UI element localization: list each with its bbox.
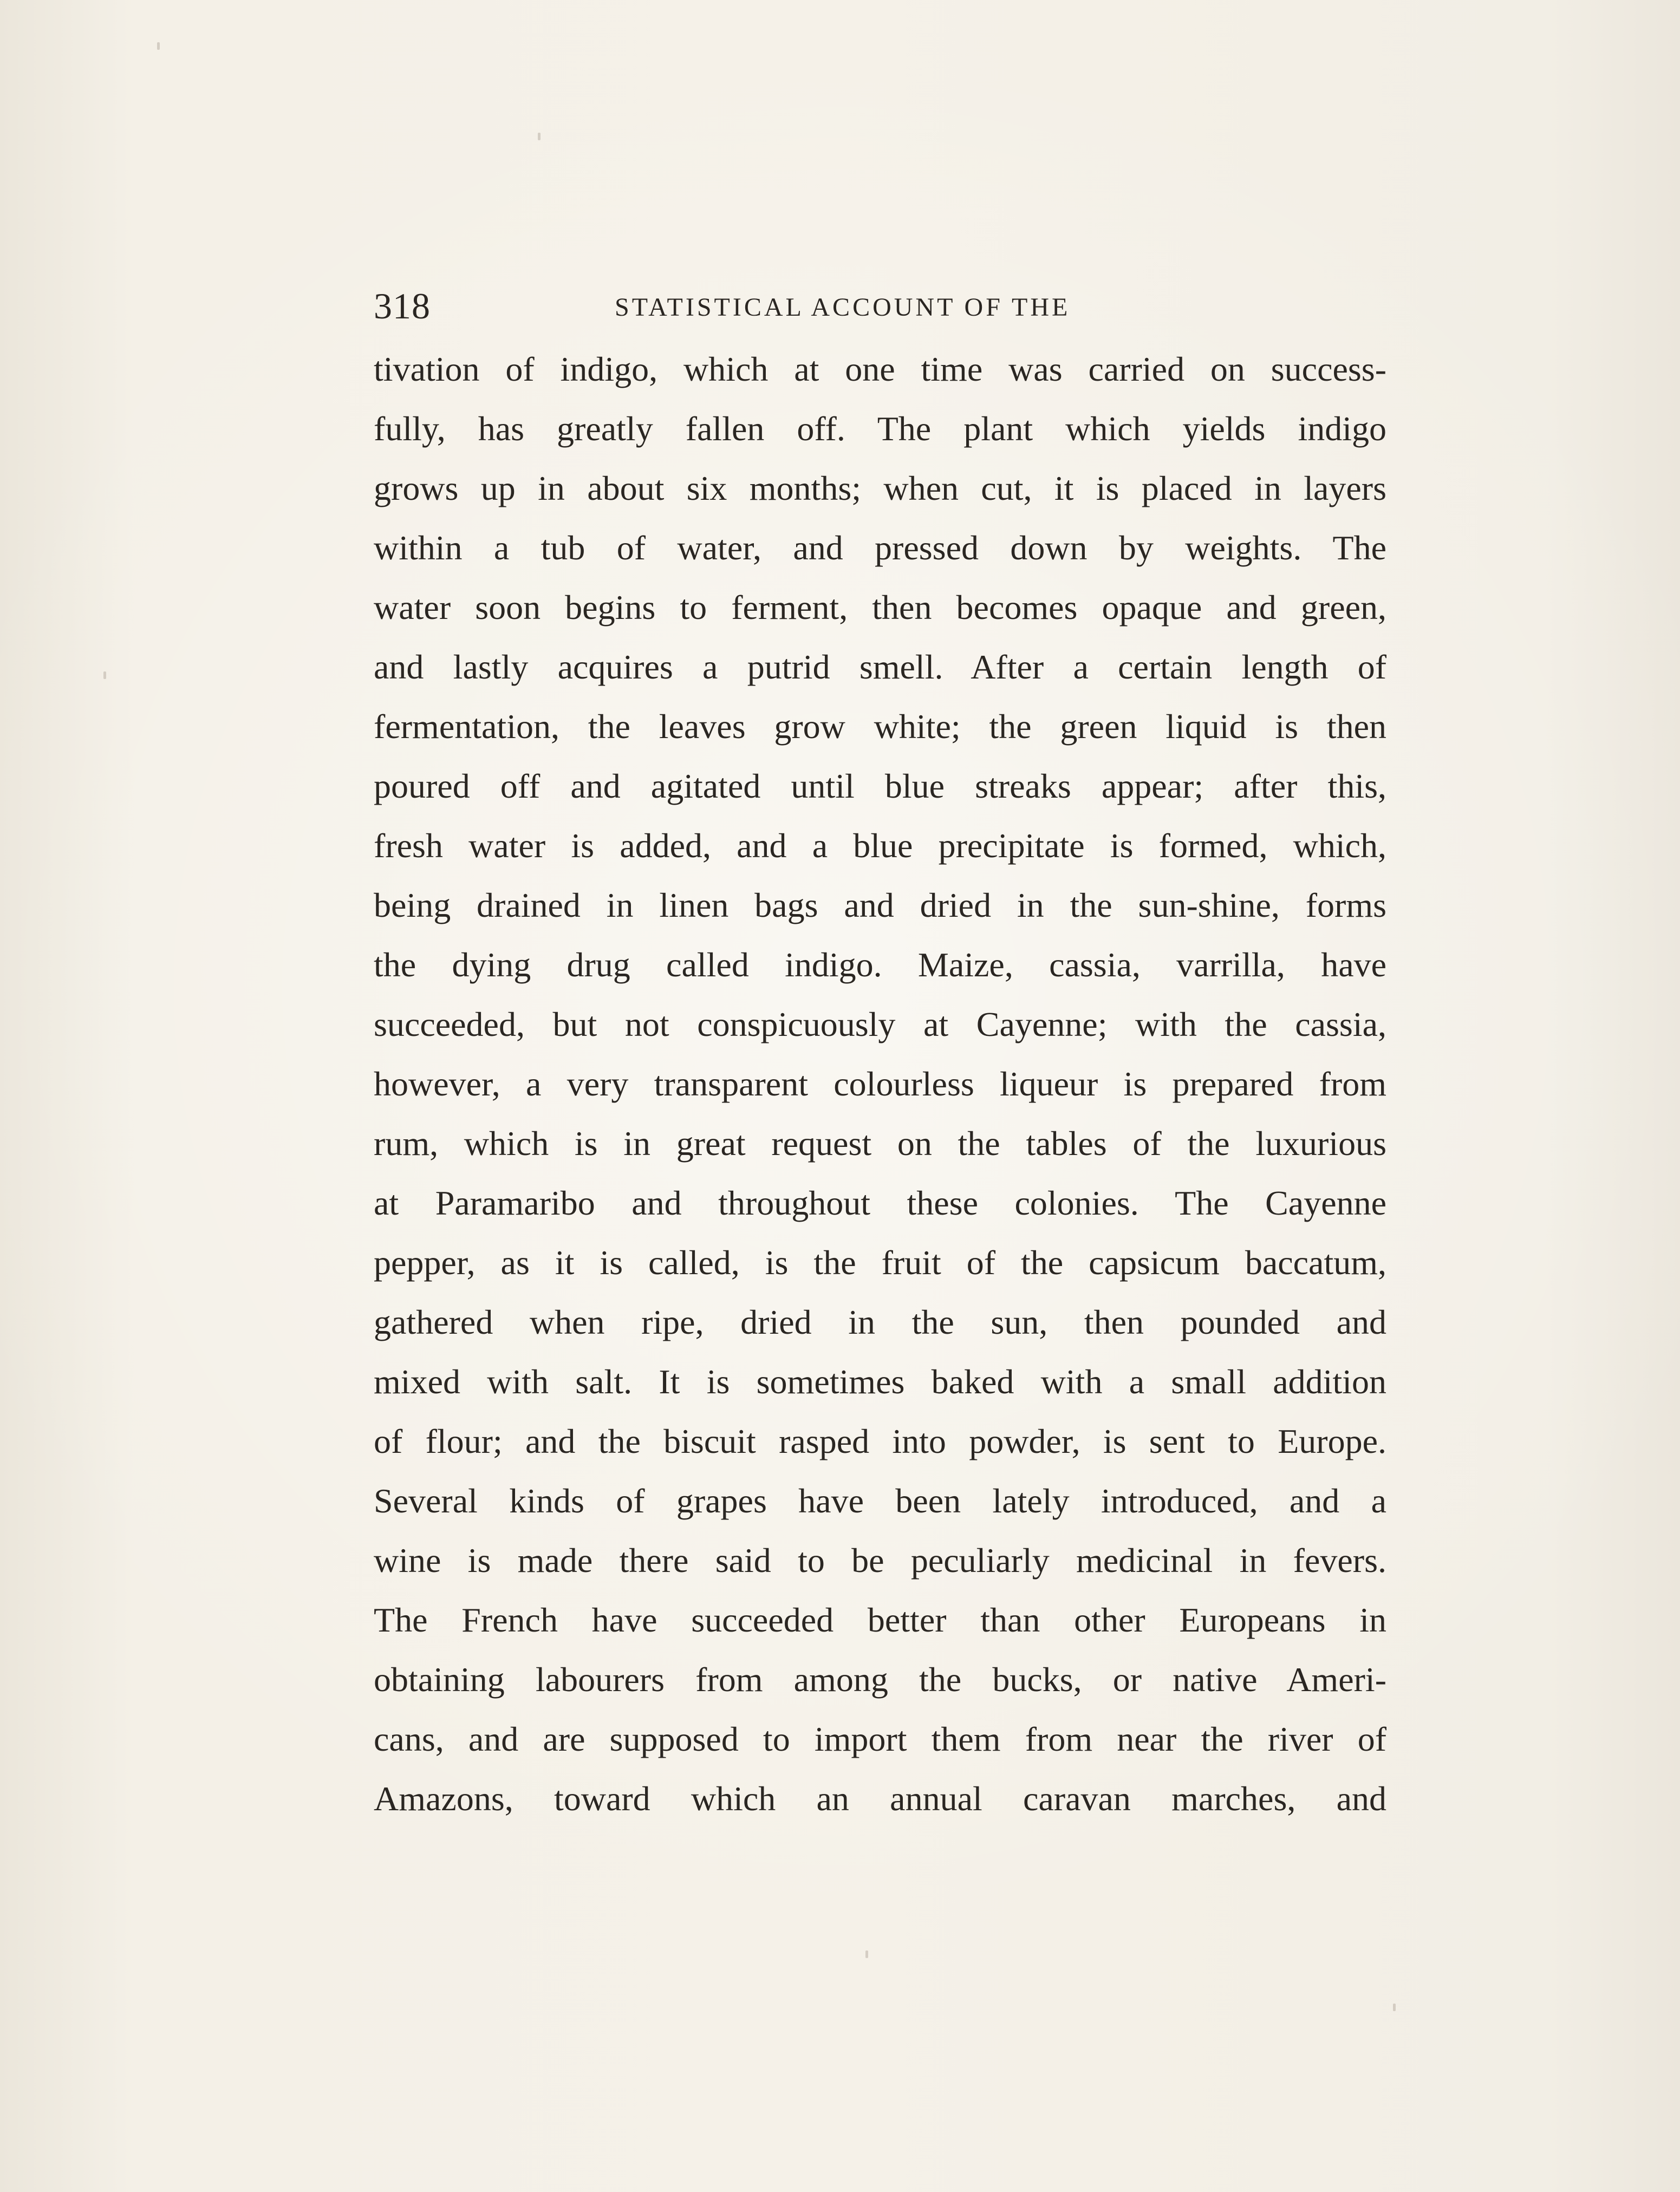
body-line: obtaining labourers from among the bucks, or native Ameri- <box>374 1660 1386 1699</box>
body-line: Several kinds of grapes have been lately introduced, and a <box>374 1482 1386 1520</box>
body-line: within a tub of water, and pressed down by weights. The <box>374 529 1386 567</box>
body-line: and lastly acquires a putrid smell. After a certain length of <box>374 648 1386 686</box>
body-text <box>374 340 1386 1829</box>
paper-speck <box>103 671 106 679</box>
body-line: however, a very transparent colourless liqueur is prepared from <box>374 1065 1386 1103</box>
body-line: succeeded, but not conspicuously at Cayenne; with the cassia, <box>374 1005 1386 1043</box>
body-line: poured off and agitated until blue streaks appear; after this, <box>374 767 1386 805</box>
paper-speck <box>865 1950 868 1958</box>
body-line: wine is made there said to be peculiarly medicinal in fevers. <box>374 1541 1386 1580</box>
body-line: tivation of indigo, which at one time was carried on success- <box>374 350 1386 388</box>
body-line: fermentation, the leaves grow white; the green liquid is then <box>374 707 1386 746</box>
body-line: water soon begins to ferment, then becomes opaque and green, <box>374 588 1386 627</box>
body-line: fresh water is added, and a blue precipitate is formed, which, <box>374 826 1386 865</box>
body-line: rum, which is in great request on the tables of the luxurious <box>374 1124 1386 1163</box>
body-line: pepper, as it is called, is the fruit of the capsicum baccatum, <box>374 1243 1386 1282</box>
body-line: gathered when ripe, dried in the sun, then pounded and <box>374 1303 1386 1341</box>
body-line: of flour; and the biscuit rasped into powder, is sent to Europe. <box>374 1422 1386 1460</box>
body-line: being drained in linen bags and dried in the sun-shine, forms <box>374 886 1386 924</box>
paper-speck <box>1393 2004 1396 2011</box>
page-number: 318 <box>374 285 431 327</box>
body-line: grows up in about six months; when cut, it is placed in layers <box>374 469 1386 507</box>
paper-speck <box>157 42 160 50</box>
page-header <box>374 282 1386 330</box>
body-line: fully, has greatly fallen off. The plant which yields indigo <box>374 409 1386 448</box>
running-title: STATISTICAL ACCOUNT OF THE <box>615 293 1071 322</box>
paper-speck <box>538 133 541 140</box>
body-line: the dying drug called indigo. Maize, cassia, varrilla, have <box>374 945 1386 984</box>
body-line: The French have succeeded better than other Europeans in <box>374 1601 1386 1639</box>
body-line: cans, and are supposed to import them from near the river of <box>374 1720 1386 1758</box>
body-line: at Paramaribo and throughout these colonies. The Cayenne <box>374 1184 1386 1222</box>
body-line: Amazons, toward which an annual caravan marches, and <box>374 1779 1386 1818</box>
body-line: mixed with salt. It is sometimes baked with a small addition <box>374 1362 1386 1401</box>
